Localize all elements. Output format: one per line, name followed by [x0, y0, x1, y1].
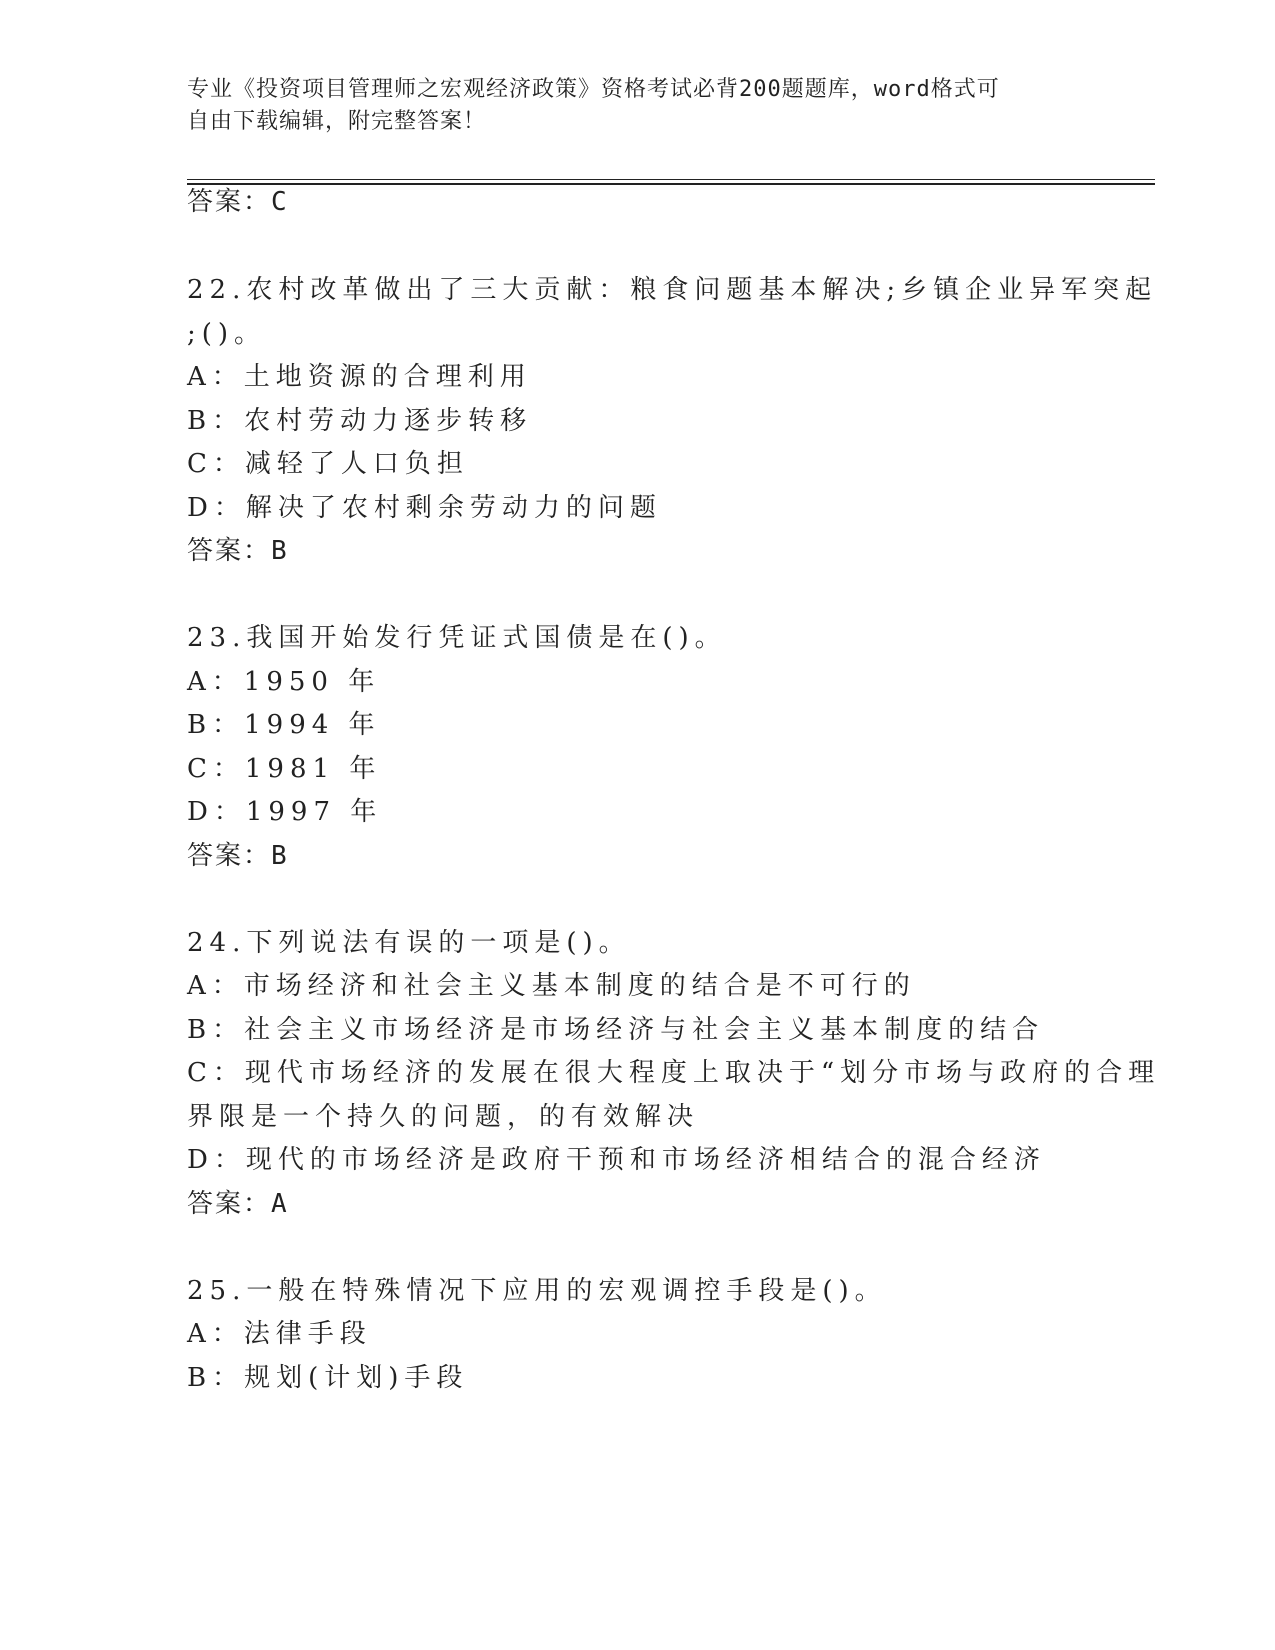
- header-divider-thin: [187, 179, 1155, 180]
- option-b: B：1994 年: [187, 710, 381, 740]
- answer-prefix: 答案：: [187, 536, 272, 566]
- header-line-1: 专业《投资项目管理师之宏观经济政策》资格考试必背200题题库，word格式可: [187, 77, 1000, 102]
- question-answer: [187, 840, 289, 872]
- answer-prefix: 答案：: [187, 1189, 272, 1219]
- answer-value: B: [271, 841, 289, 871]
- answer-prefix: 答案：: [187, 841, 272, 871]
- option-c: C：现代市场经济的发展在很大程度上取决于“划分市场与政府的合理: [187, 1058, 1161, 1088]
- document-header: [187, 74, 1067, 138]
- question-stem-line: 24.下列说法有误的一项是()。: [187, 928, 631, 958]
- option-d: D：现代的市场经济是政府干预和市场经济相结合的混合经济: [187, 1145, 1046, 1175]
- option-d: D：1997 年: [187, 797, 383, 827]
- option-b: B：社会主义市场经济是市场经济与社会主义基本制度的结合: [187, 1015, 1045, 1045]
- option-c: C：减轻了人口负担: [187, 449, 469, 479]
- option-c: C：1981 年: [187, 754, 382, 784]
- option-d: D：解决了农村剩余劳动力的问题: [187, 493, 662, 523]
- option-a: A：土地资源的合理利用: [187, 362, 532, 392]
- answer-value: C: [271, 187, 289, 217]
- question-stem-line: 23.我国开始发行凭证式国债是在()。: [187, 623, 727, 653]
- option-a: A：1950 年: [187, 667, 381, 697]
- option-a: A：法律手段: [187, 1319, 372, 1349]
- answer-prefix: 答案：: [187, 187, 272, 217]
- option-c-continuation: 界限是一个持久的问题，的有效解决: [187, 1102, 700, 1132]
- option-b: B：规划(计划)手段: [187, 1363, 469, 1393]
- question-stem-line: 22.农村改革做出了三大贡献：粮食问题基本解决;乡镇企业异军突起: [187, 275, 1158, 305]
- option-b: B：农村劳动力逐步转移: [187, 406, 533, 436]
- question-answer: [187, 1188, 289, 1220]
- option-a: A：市场经济和社会主义基本制度的结合是不可行的: [187, 971, 916, 1001]
- question-answer: [187, 535, 289, 567]
- answer-value: B: [271, 536, 289, 566]
- question-stem-line: 25.一般在特殊情况下应用的宏观调控手段是()。: [187, 1276, 887, 1306]
- question-stem-line: ;()。: [187, 319, 267, 349]
- header-line-2: 自由下载编辑，附完整答案！: [187, 109, 487, 134]
- answer-value: A: [271, 1189, 289, 1219]
- header-divider-thick: [187, 183, 1155, 185]
- previous-answer: [187, 186, 289, 218]
